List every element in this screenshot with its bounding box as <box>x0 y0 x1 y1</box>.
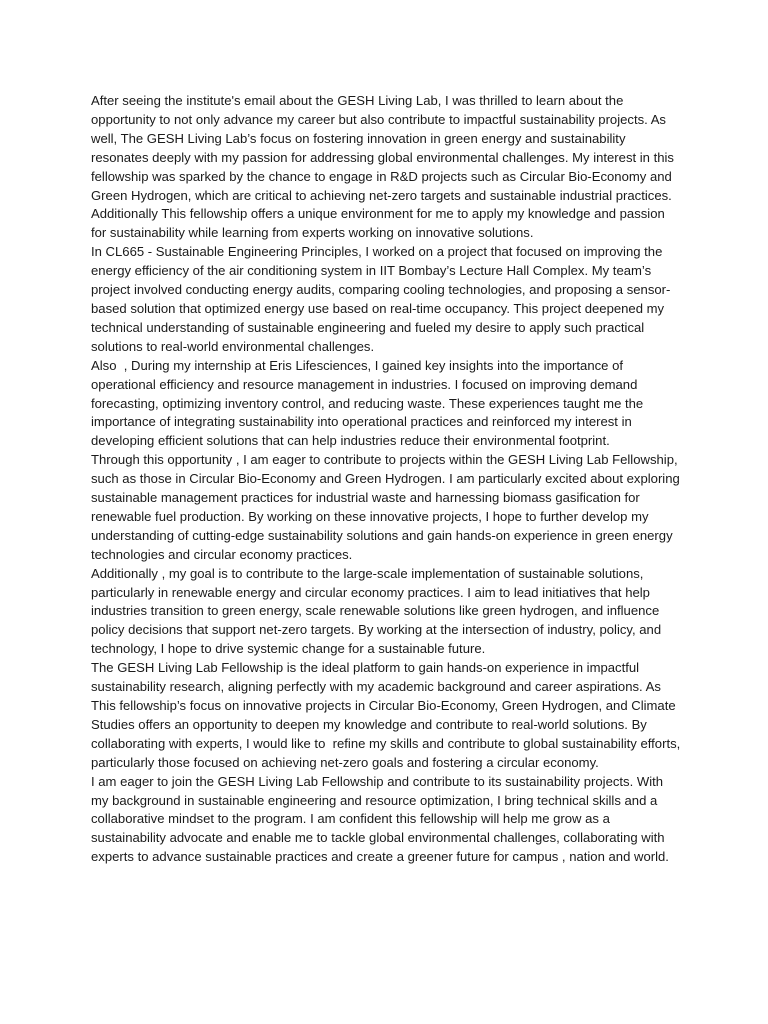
paragraph-6: The GESH Living Lab Fellowship is the ideal platform to gain hands-on experience in impactful sustainability research, aligning perfectly with my academic background and career aspirations. As This fellowship’s focus on innovative projects in Circular Bio-Economy, Green Hydrogen, and Climate Studies offers an opportunity to deepen my knowledge and contribute to real-world solutions. By collaborating with experts, I would like to refine my skills and contribute to global sustainability efforts, particularly those focused on achieving net-zero goals and fostering a circular economy. <box>91 660 684 770</box>
paragraph-4: Through this opportunity , I am eager to contribute to projects within the GESH Living Lab Fellowship, such as those in Circular Bio-Economy and Green Hydrogen. I am particularly excited about exploring sustainable management practices for industrial waste and harnessing biomass gasification for renewable fuel production. By working on these innovative projects, I hope to further develop my understanding of cutting-edge sustainability solutions and gain hands-on experience in green energy technologies and circular economy practices. <box>91 452 684 562</box>
paragraph-5: Additionally , my goal is to contribute to the large-scale implementation of sustainable solutions, particularly in renewable energy and circular economy practices. I aim to lead initiatives that help industries transition to green energy, scale renewable solutions like green hydrogen, and influence policy decisions that support net-zero targets. By working at the intersection of industry, policy, and technology, I hope to drive systemic change for a sustainable future. <box>91 565 665 657</box>
paragraph-7: I am eager to join the GESH Living Lab Fellowship and contribute to its sustainability projects. With my background in sustainable engineering and resource optimization, I bring technical skills and a collaborative mindset to the program. I am confident this fellowship will help me grow as a sustainability advocate and enable me to tackle global environmental challenges, collaborating with experts to advance sustainable practices and create a greener future for campus , nation and world. <box>91 773 669 865</box>
document-body <box>91 92 684 867</box>
paragraph-2: In CL665 - Sustainable Engineering Principles, I worked on a project that focused on improving the energy efficiency of the air conditioning system in IIT Bombay’s Lecture Hall Complex. My team’s project involved conducting energy audits, comparing cooling technologies, and proposing a sensor-based solution that optimized energy use based on real-time occupancy. This project deepened my technical understanding of sustainable engineering and fueled my desire to apply such practical solutions to real-world environmental challenges. <box>91 244 671 354</box>
paragraph-3: Also , During my internship at Eris Lifesciences, I gained key insights into the importance of operational efficiency and resource management in industries. I focused on improving demand forecasting, optimizing inventory control, and reducing waste. These experiences taught me the importance of integrating sustainability into operational practices and reinforced my interest in developing efficient solutions that can help industries reduce their environmental footprint. <box>91 357 647 449</box>
paragraph-1: After seeing the institute's email about the GESH Living Lab, I was thrilled to learn about the opportunity to not only advance my career but also contribute to impactful sustainability projects. As well, The GESH Living Lab’s focus on fostering innovation in green energy and sustainability resonates deeply with my passion for addressing global environmental challenges. My interest in this fellowship was sparked by the chance to engage in R&D projects such as Circular Bio-Economy and Green Hydrogen, which are critical to achieving net-zero targets and sustainable industrial practices. Additionally This fellowship offers a unique environment for me to apply my knowledge and passion for sustainability while learning from experts working on innovative solutions. <box>91 93 678 241</box>
